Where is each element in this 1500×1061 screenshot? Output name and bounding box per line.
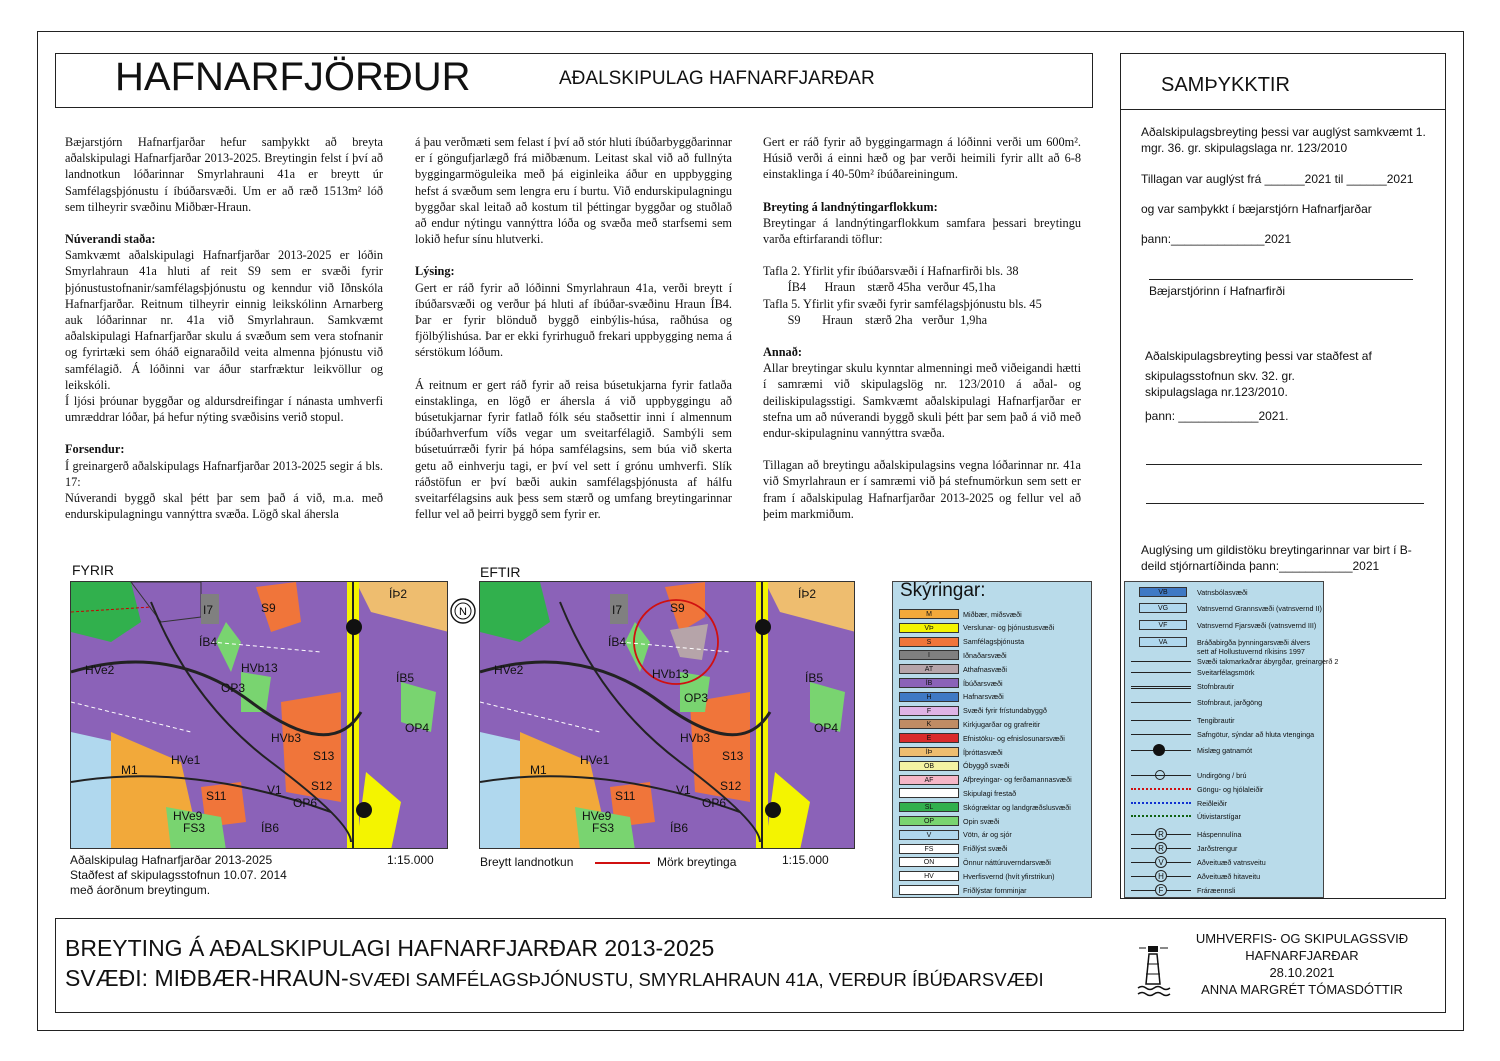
label-hvb13: HVb13 xyxy=(241,661,278,675)
legend-swatch: F xyxy=(899,706,959,716)
legend-right-item xyxy=(1131,783,1263,795)
legend-swatch: S xyxy=(899,637,959,647)
legend-label: Safngötur, sýndar að hluta vtenginga xyxy=(1197,729,1315,739)
map-before-caption-2: Staðfest af skipulagsstofnun 10.07. 2014 xyxy=(70,868,287,882)
legend-left-item xyxy=(899,870,1054,882)
building-text: Gert er ráð fyrir að byggingarmagn á lóðinni verði um 600m². Húsið verði á einni hæð og þar verði heimili fyrir allt að 6-8 einstaklinga í 40-50m² íbúðareiningum. xyxy=(763,135,1081,182)
label-v1: V1 xyxy=(267,783,282,797)
legend-label: Svæði fyrir frístundabyggð xyxy=(963,706,1047,716)
legend-symbol xyxy=(1131,797,1193,809)
legend-right-item xyxy=(1131,602,1322,614)
legend-left-item xyxy=(899,801,1071,813)
legend-left-item xyxy=(899,856,1051,868)
legend-label: Vatnsvernd Grannsvæði (vatnsvernd II) xyxy=(1197,603,1322,613)
legend-label: Aðveituæð vatnsveitu xyxy=(1197,857,1266,867)
north-label: N xyxy=(459,606,467,618)
department-block xyxy=(1176,930,1428,998)
legend-symbol: VB xyxy=(1131,586,1193,598)
legend-label: Jarðstrengur xyxy=(1197,843,1238,853)
label-s9: S9 xyxy=(261,601,276,615)
legend-left-item xyxy=(899,718,1040,730)
label-fs3: FS3 xyxy=(183,821,206,835)
legend-label: Bráðabirgða þynningarsvæði álvers xyxy=(1197,637,1311,647)
legend-swatch: ON xyxy=(899,857,959,867)
legend-left-item xyxy=(899,732,1065,744)
label-m1: M1 xyxy=(121,763,138,777)
label-hve9: HVe9 xyxy=(173,809,203,823)
legend-right-item xyxy=(1131,666,1255,678)
legend-left-item xyxy=(899,829,1012,841)
legend-swatch: ÍÞ xyxy=(899,747,959,757)
legend-symbol xyxy=(1131,696,1193,708)
legend-right-item xyxy=(1131,797,1227,809)
table-2-ref: Tafla 2. Yfirlit yfir íbúðarsvæði í Hafnarfirði bls. 38 xyxy=(763,264,1019,279)
legend-label: Aðveituæð hitaveitu xyxy=(1197,871,1261,881)
other-text: Allar breytingar skulu kynntar almenningi með viðeigandi hætti í samræmi við skipulagslög nr. 123/2010 á aðal- og deiliskipulagsstigi. Samkvæmt aðalskipulagi Hafnarfjarðar er stefna um að núverandi byggð skuli þétt þar sem það á við með endur-skipulagninu vannýttra svæða. xyxy=(763,361,1081,441)
label-ib2: ÍÞ2 xyxy=(389,587,408,601)
table-2-row: ÍB4 Hraun stærð 45ha verður 45,1ha xyxy=(763,280,996,295)
legend-right-item xyxy=(1131,828,1241,840)
text-column-3 xyxy=(763,134,1081,522)
legend-right xyxy=(1124,581,1339,898)
premises-continued: á þau verðmæti sem felast í því að stór hluti íbúðarbyggðarinnar er í göngufjarlægð frá miðbænum. Leitast skal við að fullnýta byggingarmöguleika með þá eiginleika áður en uppbygging hefst á svæðum sem lengra eru í burtu. Við endurskipulagningu byggðar skal leitað að kostum til þéttingar byggðar og stuðlað að endur nýtingu vannýttra lóða og svæða með starfsemi sem lokið hefur sínu hlutverki. xyxy=(415,135,732,247)
map-before xyxy=(70,581,448,849)
legend-swatch: ÍB xyxy=(899,678,959,688)
label-v1-after: V1 xyxy=(676,783,691,797)
legend-right-item xyxy=(1131,884,1235,896)
label-s12: S12 xyxy=(311,779,333,793)
label-op3: OP3 xyxy=(221,681,246,695)
label-hve1-after: HVe1 xyxy=(580,753,610,767)
legend-label: Vötn, ár og sjór xyxy=(963,830,1012,840)
heading-current-status: Núverandi staða: xyxy=(65,232,156,247)
change-boundary-line xyxy=(595,862,650,864)
map-after-scale: 1:15.000 xyxy=(782,853,829,867)
legend-symbol xyxy=(1131,769,1193,781)
legend-label: Afþreyingar- og ferðamannasvæði xyxy=(963,775,1072,785)
legend-symbol xyxy=(1131,810,1193,822)
label-hve9-after: HVe9 xyxy=(582,809,612,823)
legend-swatch: OP xyxy=(899,816,959,826)
label-op6: OP6 xyxy=(293,796,318,810)
legend-label: Friðlýst svæði xyxy=(963,844,1008,854)
legend-label: Óbyggð svæði xyxy=(963,761,1010,771)
legend-label: Athafnasvæði xyxy=(963,664,1007,674)
approvals-divider xyxy=(1121,109,1445,110)
legend-label: Vatnsbólasvæði xyxy=(1197,587,1248,597)
legend-right-item xyxy=(1131,696,1262,708)
premises-text-2: Núverandi byggð skal þétt þar sem það á við, m.a. með endurskipulagningu vannýttra svæða. Lögð skal áhersla xyxy=(65,491,383,522)
text-column-1 xyxy=(65,134,383,522)
label-fs3-after: FS3 xyxy=(592,821,615,835)
map-before-label: FYRIR xyxy=(72,562,114,578)
legend-label: Undirgöng / brú xyxy=(1197,770,1247,780)
plan-date: 28.10.2021 xyxy=(1269,965,1335,980)
current-status-text: Samkvæmt aðalskipulagi Hafnarfjarðar 2013-2025 er lóðin Smyrlahraun 41a hluti af reit S9 sem er svæði fyrir þjónustustofnanir/samfélagsþjónustu og kenndur við Iðnskóla Hafnarfjarðar. Reitnum tilheyrir einnig leikskólinn Arnarberg auk lóðarinnar nr. 41a við Smyrlahraun. Samkvæmt aðalskipulagi Hafnarfjarðar skulu á svæðum sem vera stofnanir og fyrirtæki sem óháð eignaraðild veita almenna þjónustu við samfélagið. Á lóðinni var áður starfræktur leikvöllur og leikskóli. xyxy=(65,248,383,392)
legend-label: Skógræktar og landgræðslusvæði xyxy=(963,802,1071,812)
legend-swatch: VÞ xyxy=(899,623,959,633)
legend-label: Íbúðarsvæði xyxy=(963,678,1003,688)
legend-title: Skýringar: xyxy=(900,580,986,601)
legend-symbol xyxy=(1131,680,1193,692)
legend-right-item xyxy=(1131,856,1266,868)
label-op4: OP4 xyxy=(405,721,430,735)
legend-left-item xyxy=(899,705,1047,717)
description-text: Gert er ráð fyrir að lóðinni Smyrlahraun 41a, verði breytt í íbúðarsvæði og verður þá hluti af íbúðar-svæðinu Hraun ÍB4. Þar er fyrir blönduð byggð einbýlis-húsa, raðhúsa og fjölbýlishúsa. Þar er ekki fyrirhuguð frekari uppbygging nema á sérstökum lóðum. xyxy=(415,280,732,360)
legend-left-item xyxy=(899,774,1072,786)
label-s11-after: S11 xyxy=(615,789,636,803)
legend-label: Háspennulína xyxy=(1197,829,1242,839)
table-5-row: S9 Hraun stærð 2ha verður 1,9ha xyxy=(763,312,988,327)
label-i7: I7 xyxy=(203,603,214,617)
legend-swatch: HV xyxy=(899,871,959,881)
legend-left-item xyxy=(899,843,1007,855)
heading-other: Annað: xyxy=(763,345,802,360)
legend-label: Svæði takmarkaðrar ábyrgðar, greinargerð 2 xyxy=(1197,656,1339,666)
legend-symbol: VF xyxy=(1131,619,1193,631)
legend-right-item xyxy=(1131,680,1234,692)
legend-label: Íþróttasvæði xyxy=(963,747,1003,757)
intro-paragraph: Bæjarstjórn Hafnarfjarðar hefur samþykkt að breyta aðalskipulagi Hafnarfjarðar 2013-2025. Breytingin felst í því að landnotkun lóðarinnar Smyrlahrauni 41a er breytt úr Samfélagsþjónustu í íbúðarsvæði. Um er að ræð 1513m² lóð sem tilheyrir svæðinu Miðbær-Hraun. xyxy=(65,135,383,214)
legend-left-item xyxy=(899,691,1004,703)
approval-date: þann:______________2021 xyxy=(1141,232,1292,246)
legend-label: Verslunar- og þjónustusvæði xyxy=(963,623,1055,633)
legend-label: sett af Hollustuvernd ríkisins 1997 xyxy=(1197,646,1305,656)
legend-swatch: V xyxy=(899,830,959,840)
approval-published: Auglýsing um gildistöku breytingarinnar var birt í B-deild stjórnartíðinda þann:___________2021 xyxy=(1141,543,1412,573)
legend-label: Skipulagi frestað xyxy=(963,788,1017,798)
footer-title-1: BREYTING Á AÐALSKIPULAGI HAFNARFJARÐAR 2013-2025 xyxy=(65,935,715,961)
legend-swatch: I xyxy=(899,650,959,660)
legend-label: Stofnbrautir xyxy=(1197,681,1235,691)
map-after-label: EFTIR xyxy=(480,564,521,580)
premises-text: Í greinargerð aðalskipulags Hafnarfjarðar 2013-2025 segir á bls. 17: xyxy=(65,458,383,489)
legend-swatch: K xyxy=(899,719,959,729)
legend-symbol: R xyxy=(1131,842,1193,854)
legend-label: Kirkjugarðar og grafreitir xyxy=(963,719,1041,729)
map-before-svg xyxy=(71,582,448,849)
label-ib4-after: ÍB4 xyxy=(608,635,627,649)
legend-swatch: FS xyxy=(899,844,959,854)
legend-left-item xyxy=(899,649,1007,661)
legend-symbol xyxy=(1131,744,1193,756)
map-after-svg xyxy=(480,582,855,849)
label-s13: S13 xyxy=(313,749,335,763)
label-s9-after: S9 xyxy=(670,601,685,615)
legend-swatch: SL xyxy=(899,802,959,812)
signature-line-3 xyxy=(1146,503,1424,504)
label-op6-after: OP6 xyxy=(702,796,727,810)
legend-right-item xyxy=(1131,744,1252,756)
approval-confirmed: Aðalskipulagsbreyting þessi var staðfest af xyxy=(1145,349,1372,363)
label-op4-after: OP4 xyxy=(814,721,839,735)
legend-symbol: R xyxy=(1131,828,1193,840)
legend-right-item xyxy=(1131,842,1237,854)
municipality-title: HAFNARFJÖRÐUR xyxy=(115,55,471,99)
legend-label: Sveitarfélagsmörk xyxy=(1197,667,1255,677)
legend-symbol xyxy=(1131,714,1193,726)
legend-symbol: F xyxy=(1131,884,1193,896)
signature-line-2 xyxy=(1146,464,1422,465)
footer-title-2a: SVÆÐI: MIÐBÆR-HRAUN- xyxy=(65,965,349,991)
approval-advertised: Aðalskipulagsbreyting þessi var auglýst samkvæmt 1. mgr. 36. gr. skipulagslaga nr. 123/2010 xyxy=(1141,125,1426,155)
legend-symbol: VA xyxy=(1131,636,1193,648)
legend-swatch: OB xyxy=(899,761,959,771)
legend-label: Opin svæði xyxy=(963,816,1000,826)
legend-swatch: M xyxy=(899,609,959,619)
approvals-title: SAMÞYKKTIR xyxy=(1161,74,1290,96)
label-m1-after: M1 xyxy=(530,763,547,777)
label-s11: S11 xyxy=(206,789,227,803)
approval-confirmed-law: skipulagsstofnun skv. 32. gr. skipulagslaga nr.123/2010. xyxy=(1145,369,1295,399)
lighthouse-logo-icon xyxy=(1136,938,1172,1000)
legend-swatch: AF xyxy=(899,775,959,785)
map-before-scale: 1:15.000 xyxy=(387,853,434,867)
label-ib5: ÍB5 xyxy=(396,671,415,685)
map-after xyxy=(479,581,855,849)
legend-label: Fráræennsli xyxy=(1197,885,1236,895)
legend-left-item xyxy=(899,884,1027,896)
legend-left-item xyxy=(899,636,1024,648)
legend-swatch: H xyxy=(899,692,959,702)
description-text-2: Á reitnum er gert ráð fyrir að reisa búsetukjarna fyrir fatlaða einstaklinga, en lögð er áhersla á við uppbyggingu að búsetukjarnar fyrir fatlað fólk séu staðsettir inni í almennum íbúðarhverfum víðs vegar um sveitarfélagið. Sambýli sem búsetuúrræði fyrir þá hópa samfélagsins, sem búa við skerta getu að einhverju tagi, er því vel sett í grónu umhverfi. Slík ráðstöfun er því bæði aukin samfélagsþjónusta af hálfu sveitarfélagsins auk þess sem stærð og umfang breytingarinnar fellur vel að þeirri byggð sem fyrir er. xyxy=(415,377,732,522)
legend-label: Reiðleiðir xyxy=(1197,798,1227,808)
legend-left-item xyxy=(899,787,1016,799)
legend-label: Útivistarstígar xyxy=(1197,811,1241,821)
department-name: UMHVERFIS- OG SKIPULAGSSVIÐ xyxy=(1195,931,1409,946)
label-op3-after: OP3 xyxy=(684,691,709,705)
legend-label: Önnur náttúruverndarsvæði xyxy=(963,857,1051,867)
label-s12-after: S12 xyxy=(720,779,742,793)
legend-label: Iðnaðarsvæði xyxy=(963,650,1007,660)
legend-swatch: E xyxy=(899,733,959,743)
legend-left xyxy=(892,581,1092,898)
legend-symbol xyxy=(1131,666,1193,678)
label-hve2-after: HVe2 xyxy=(494,663,524,677)
map-after-caption-2: Mörk breytinga xyxy=(657,855,737,869)
label-ib6: ÍB6 xyxy=(261,821,280,835)
approval-period: Tillagan var auglýst frá ______2021 til ______2021 xyxy=(1141,172,1414,186)
signature-mayor: Bæjarstjórinn í Hafnarfirði xyxy=(1149,284,1286,298)
footer-title-2b: SVÆÐI SAMFÉLAGSÞJÓNUSTU, SMYRLAHRAUN 41A, VERÐUR ÍBÚÐARSVÆÐI xyxy=(348,969,1044,990)
legend-symbol xyxy=(1131,728,1193,740)
legend-label: Efnistöku- og efnislosunarsvæði xyxy=(963,733,1065,743)
legend-label: Miðbær, miðsvæði xyxy=(963,609,1022,619)
legend-label: Hafnarsvæði xyxy=(963,692,1004,702)
heading-premises: Forsendur: xyxy=(65,442,125,457)
approval-confirmed-date: þann: ____________2021. xyxy=(1145,409,1289,423)
legend-right-item xyxy=(1131,714,1235,726)
legend-symbol: V xyxy=(1131,856,1193,868)
label-i7-after: I7 xyxy=(612,603,623,617)
legend-right-item xyxy=(1131,586,1248,598)
text-column-2 xyxy=(415,134,732,522)
footer-title-2 xyxy=(65,965,1044,992)
legend-label: Stofnbraut, jarðgöng xyxy=(1197,697,1263,707)
legend-label: Tengibrautir xyxy=(1197,715,1235,725)
plan-author: ANNA MARGRÉT TÓMASDÓTTIR xyxy=(1201,982,1403,997)
legend-right-item xyxy=(1131,728,1314,740)
heading-landuse-change: Breyting á landnýtingarflokkum: xyxy=(763,199,938,214)
label-hvb13-after: HVb13 xyxy=(652,667,689,681)
legend-left-item xyxy=(899,746,1003,758)
legend-left-item xyxy=(899,663,1007,675)
legend-swatch: AT xyxy=(899,664,959,674)
legend-left-item xyxy=(899,677,1003,689)
label-ib4: ÍB4 xyxy=(199,635,218,649)
legend-label: Mislæg gatnamót xyxy=(1197,745,1253,755)
legend-right-item xyxy=(1131,769,1247,781)
label-ib2-after: ÍÞ2 xyxy=(798,587,817,601)
legend-label: Hverfisvernd (hvít yfirstrikun) xyxy=(963,871,1055,881)
department-city: HAFNARFJARÐAR xyxy=(1245,948,1359,963)
label-hve2: HVe2 xyxy=(85,663,115,677)
legend-symbol xyxy=(1131,783,1193,795)
legend-label: Samfélagsþjónusta xyxy=(963,637,1025,647)
legend-left-item xyxy=(899,815,999,827)
legend-left-item xyxy=(899,608,1022,620)
label-hve1: HVe1 xyxy=(171,753,201,767)
signature-line-1 xyxy=(1149,279,1413,280)
legend-label: Göngu- og hjólaleiðir xyxy=(1197,784,1264,794)
legend-swatch xyxy=(899,788,959,798)
legend-right-item xyxy=(1131,810,1241,822)
legend-symbol: VG xyxy=(1131,602,1193,614)
table-5-ref: Tafla 5. Yfirlit yfir svæði fyrir samfélagsþjónustu bls. 45 xyxy=(763,296,1042,311)
legend-right-item xyxy=(1131,619,1316,631)
plan-title: AÐALSKIPULAG HAFNARFJARÐAR xyxy=(559,68,875,89)
legend-swatch xyxy=(899,885,959,895)
legend-right-item xyxy=(1131,870,1260,882)
legend-left-item xyxy=(899,622,1054,634)
label-hvb3-after: HVb3 xyxy=(680,731,711,745)
map-before-caption-3: með áorðnum breytingum. xyxy=(70,883,211,897)
approval-council: og var samþykkt í bæjarstjórn Hafnarfjarðar xyxy=(1141,202,1372,216)
landuse-change-text: Breytingar á landnýtingarflokkum samfara þessari breytingu varða eftirfarandi töflur: xyxy=(763,215,1081,247)
north-arrow-icon xyxy=(449,597,477,625)
other-text-2: Tillagan að breytingu aðalskipulagsins vegna lóðarinnar nr. 41a við Smyrlahraun er í samræmi við þá stefnumörkun sem sett er fram í aðalskipulag Hafnarfjarðar 2013-2025 og fellur vel að þeim markmiðum. xyxy=(763,458,1081,521)
legend-label: Vatnsvernd Fjarsvæði (vatnsvernd III) xyxy=(1197,620,1317,630)
label-hvb3: HVb3 xyxy=(271,731,302,745)
legend-label: Friðlýstar fornminjar xyxy=(963,885,1027,895)
label-ib5-after: ÍB5 xyxy=(805,671,824,685)
label-ib6-after: ÍB6 xyxy=(670,821,689,835)
map-after-caption: Breytt landnotkun xyxy=(480,855,574,869)
current-status-text-2: Í ljósi þróunar byggðar og aldursdreifingar í nánasta umhverfi umræddrar lóðar, þá hefur nýting svæðisins verið stopul. xyxy=(65,394,383,425)
map-before-caption-1: Aðalskipulag Hafnarfjarðar 2013-2025 xyxy=(70,853,273,867)
legend-left-item xyxy=(899,760,1009,772)
heading-description: Lýsing: xyxy=(415,264,455,279)
label-s13-after: S13 xyxy=(722,749,744,763)
legend-symbol: H xyxy=(1131,870,1193,882)
